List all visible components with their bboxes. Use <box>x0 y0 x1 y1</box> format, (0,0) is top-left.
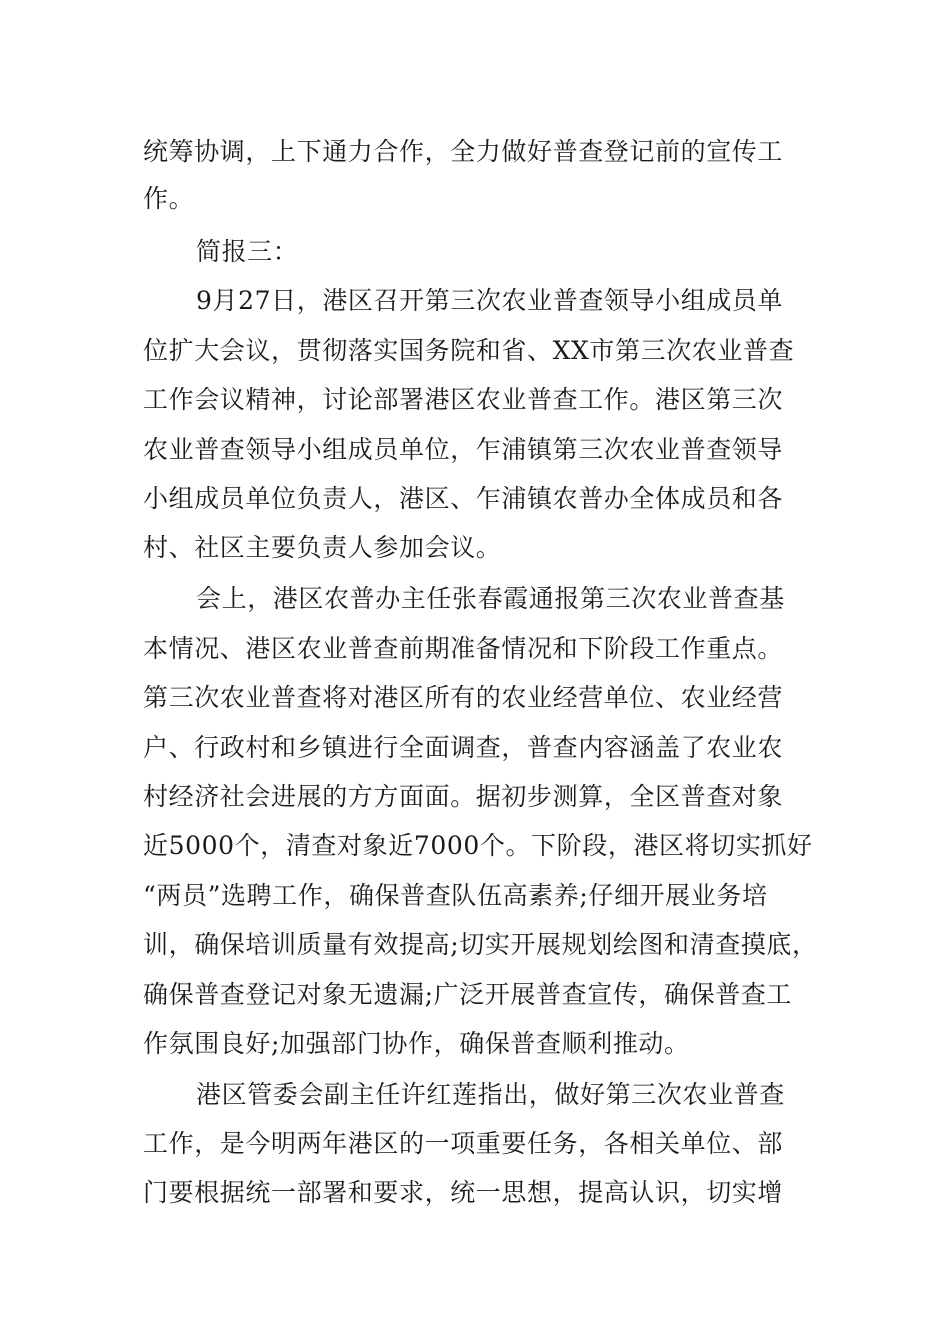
text-line: 统筹协调，上下通力合作，全力做好普查登记前的宣传工 <box>143 137 784 166</box>
text-line: “两员”选聘工作，确保普查队伍高素养;仔细开展业务培 <box>143 881 768 910</box>
text-line: 门要根据统一部署和要求，统一思想，提高认识，切实增 <box>143 1178 784 1207</box>
text-line: 位扩大会议，贯彻落实国务院和省、XX市第三次农业普查 <box>143 336 795 365</box>
text-line: 村经济社会进展的方方面面。据初步测算，全区普查对象 <box>143 782 784 811</box>
text-line: 户、行政村和乡镇进行全面调查，普查内容涵盖了农业农 <box>143 733 784 762</box>
text-line: 会上，港区农普办主任张春霞通报第三次农业普查基 <box>196 584 785 613</box>
text-line: 农业普查领导小组成员单位，乍浦镇第三次农业普查领导 <box>143 435 784 464</box>
text-line: 9月27日，港区召开第三次农业普查领导小组成员单 <box>196 286 784 315</box>
text-line: 确保普查登记对象无遗漏;广泛开展普查宣传，确保普查工 <box>143 980 793 1009</box>
text-line: 工作会议精神，讨论部署港区农业普查工作。港区第三次 <box>143 385 784 414</box>
text-line: 作。 <box>143 184 195 213</box>
text-line: 训，确保培训质量有效提高;切实开展规划绘图和清查摸底， <box>143 930 818 959</box>
section-heading: 简报三： <box>196 237 299 266</box>
text-line: 作氛围良好;加强部门协作，确保普查顺利推动。 <box>143 1029 690 1058</box>
text-line: 村、社区主要负责人参加会议。 <box>143 533 502 562</box>
text-line: 工作，是今明两年港区的一项重要任务，各相关单位、部 <box>143 1129 784 1158</box>
text-line: 港区管委会副主任许红莲指出，做好第三次农业普查 <box>196 1080 785 1109</box>
text-line: 第三次农业普查将对港区所有的农业经营单位、农业经营 <box>143 683 784 712</box>
text-line: 本情况、港区农业普查前期准备情况和下阶段工作重点。 <box>143 634 784 663</box>
text-line: 近5000个，清查对象近7000个。下阶段，港区将切实抓好 <box>143 831 813 860</box>
text-line: 小组成员单位负责人，港区、乍浦镇农普办全体成员和各 <box>143 484 784 513</box>
